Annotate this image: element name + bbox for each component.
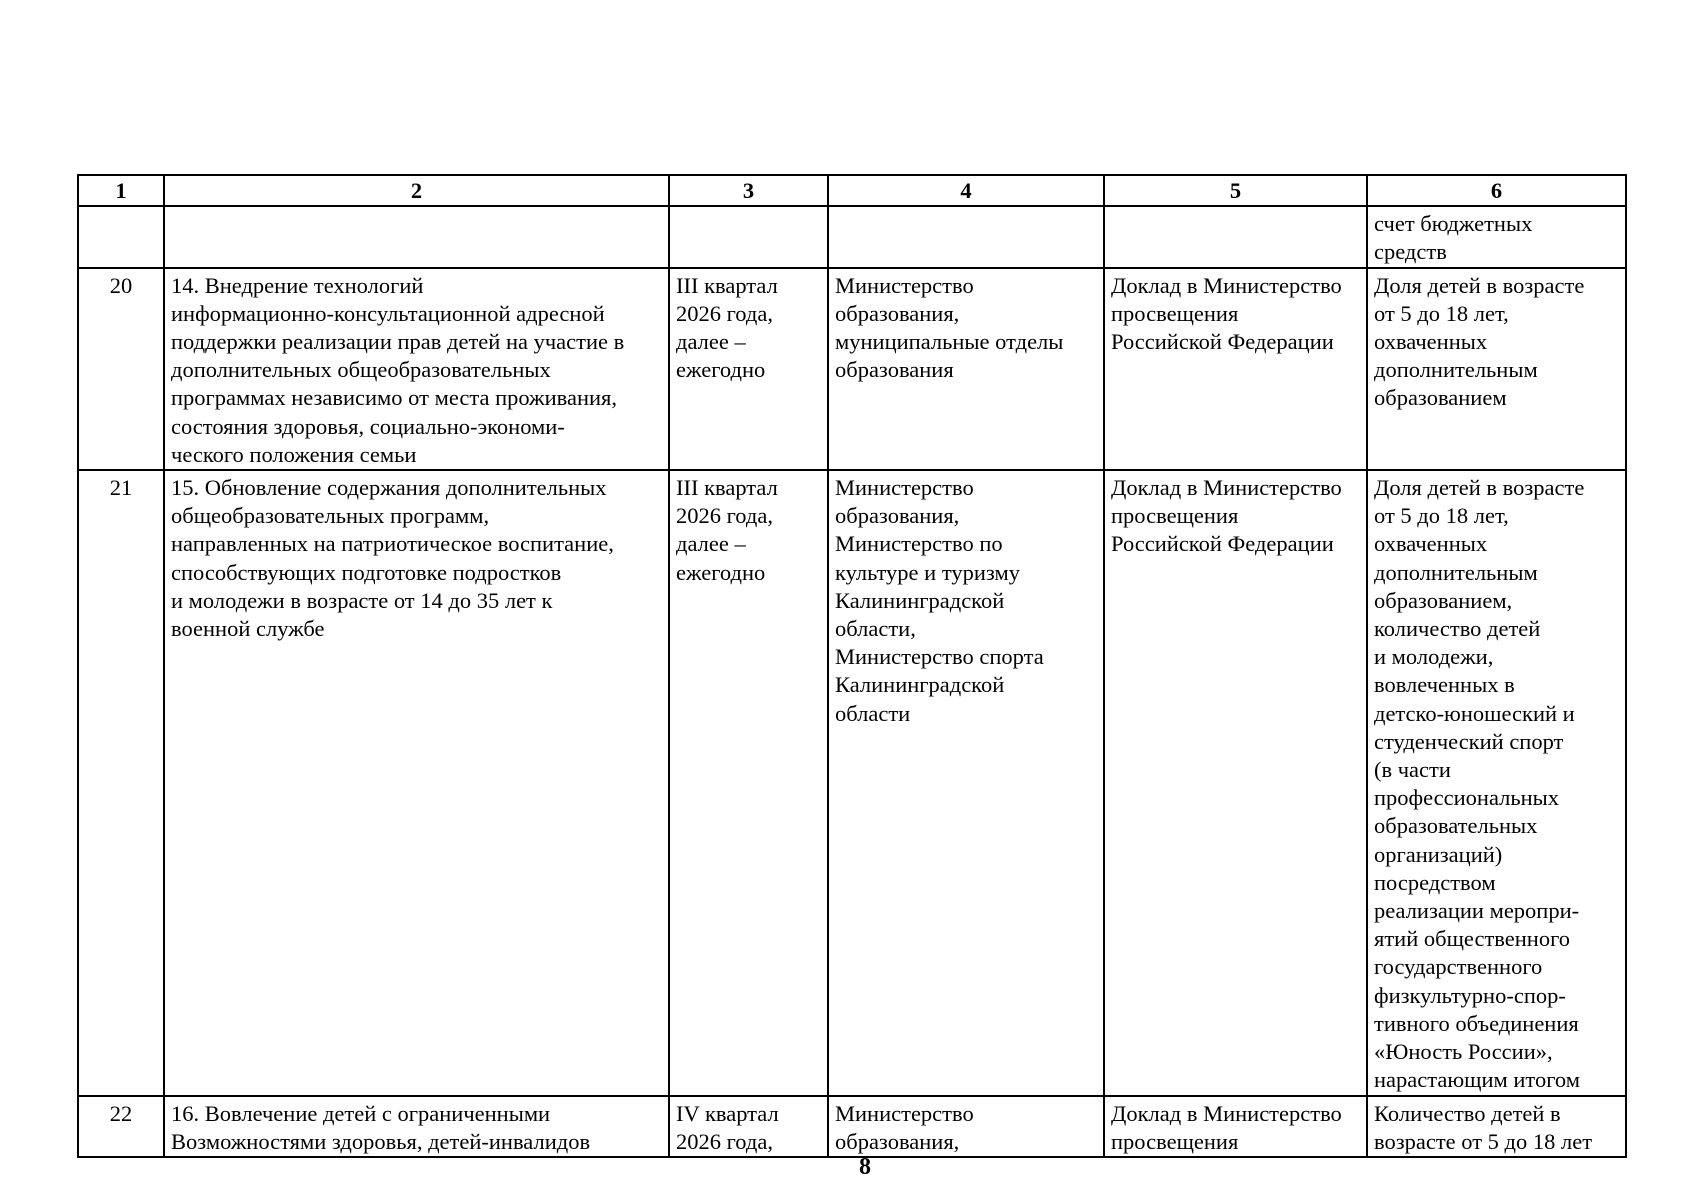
header-cell-2: 2	[164, 175, 669, 206]
row-number-cell: 20	[78, 268, 164, 470]
deadline-cell: III квартал 2026 года, далее – ежегодно	[669, 470, 828, 1095]
page-number: 8	[859, 1154, 871, 1180]
table-row	[78, 470, 1626, 1095]
event-cell: 16. Вовлечение детей с ограниченными Возможностями здоровья, детей-инвалидов	[164, 1096, 669, 1157]
result-cell	[1104, 206, 1367, 267]
table-header-row	[78, 175, 1626, 206]
indicator-cell: счет бюджетных средств	[1367, 206, 1626, 267]
header-cell-4: 4	[828, 175, 1104, 206]
indicator-cell: Доля детей в возрасте от 5 до 18 лет, охваченных дополнительным образованием, количество детей и молодежи, вовлеченных в детско-юношеский и студенческий спорт (в части профессиональных образовательных организаций) посредством реализации меропри- ятий общественного государственного физкультурно-спор- тивного объединения «Юность России», нарастающим итогом	[1367, 470, 1626, 1095]
result-cell: Доклад в Министерство просвещения	[1104, 1096, 1367, 1157]
responsible-cell: Министерство образования, муниципальные отделы образования	[828, 268, 1104, 470]
indicator-cell: Количество детей в возрасте от 5 до 18 лет	[1367, 1096, 1626, 1157]
result-cell: Доклад в Министерство просвещения Российской Федерации	[1104, 268, 1367, 470]
header-cell-5: 5	[1104, 175, 1367, 206]
result-cell: Доклад в Министерство просвещения Российской Федерации	[1104, 470, 1367, 1095]
indicator-cell: Доля детей в возрасте от 5 до 18 лет, охваченных дополнительным образованием	[1367, 268, 1626, 470]
table-row	[78, 1096, 1626, 1157]
deadline-cell: IV квартал 2026 года,	[669, 1096, 828, 1157]
event-cell: 15. Обновление содержания дополнительных общеобразовательных программ, направленных на патриотическое воспитание, способствующих подготовке подростков и молодежи в возрасте от 14 до 35 лет к военной службе	[164, 470, 669, 1095]
plan-table	[77, 174, 1627, 1158]
event-cell	[164, 206, 669, 267]
row-number-cell: 22	[78, 1096, 164, 1157]
deadline-cell: III квартал 2026 года, далее – ежегодно	[669, 268, 828, 470]
row-number-cell	[78, 206, 164, 267]
responsible-cell: Министерство образования,	[828, 1096, 1104, 1157]
table-row	[78, 268, 1626, 470]
table-row-continuation	[78, 206, 1626, 267]
responsible-cell	[828, 206, 1104, 267]
row-number-cell: 21	[78, 470, 164, 1095]
header-cell-1: 1	[78, 175, 164, 206]
responsible-cell: Министерство образования, Министерство по культуре и туризму Калининградской области, Министерство спорта Калининградской области	[828, 470, 1104, 1095]
header-cell-3: 3	[669, 175, 828, 206]
deadline-cell	[669, 206, 828, 267]
event-cell: 14. Внедрение технологий информационно-консультационной адресной поддержки реализации прав детей на участие в дополнительных общеобразовательных программах независимо от места проживания, состояния здоровья, социально-экономи- ческого положения семьи	[164, 268, 669, 470]
header-cell-6: 6	[1367, 175, 1626, 206]
